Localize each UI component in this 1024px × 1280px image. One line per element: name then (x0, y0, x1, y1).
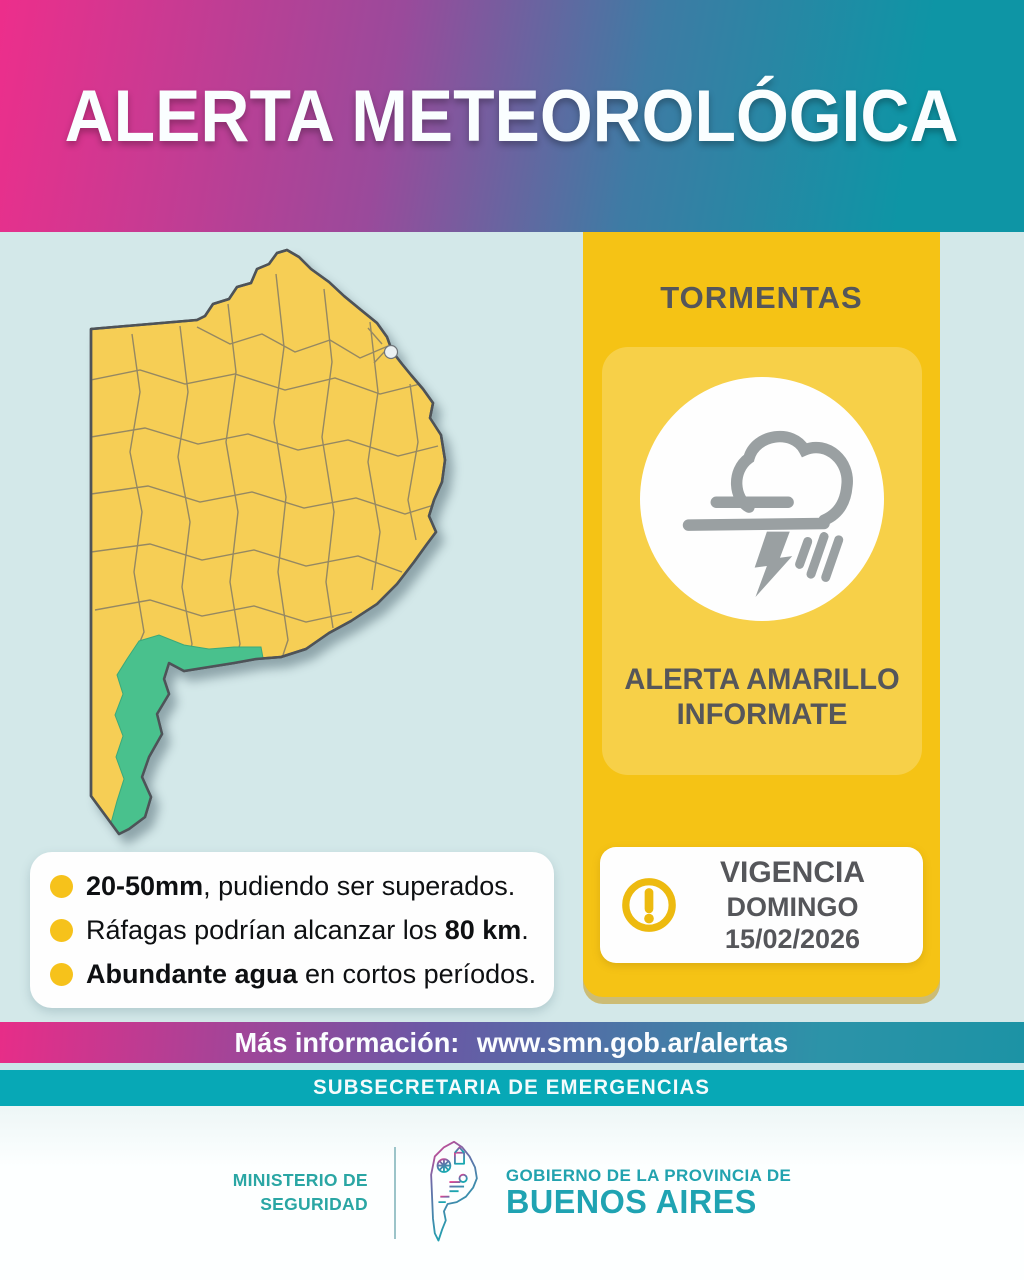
storm-icon (664, 401, 860, 597)
ministerio-label (233, 1169, 368, 1216)
lightning-bolt (755, 532, 793, 597)
vigencia-label: VIGENCIA (719, 855, 866, 889)
more-info-url[interactable]: www.smn.gob.ar/alertas (477, 1026, 789, 1058)
caba-city-marker (385, 346, 398, 359)
alert-level-line1: ALERTA AMARILLO (624, 663, 900, 696)
body-section (0, 232, 1024, 1022)
bullet-dot-icon (50, 963, 73, 986)
vigencia-card (600, 847, 923, 963)
vigencia-text-block (678, 855, 907, 956)
divider-strip (0, 1063, 1024, 1070)
gobierno-line1: GOBIERNO DE LA PROVINCIA DE (505, 1165, 792, 1185)
vertical-divider (394, 1147, 396, 1239)
alert-detail-text: Ráfagas podrían alcanzar los 80 km. (86, 914, 529, 945)
list-item (50, 871, 534, 902)
alert-level-line2: INFORMATE (676, 697, 848, 731)
more-info-bar (0, 1022, 1024, 1063)
alert-inner-card (602, 347, 922, 775)
page-title: ALERTA METEOROLÓGICA (65, 75, 959, 157)
alert-detail-text: 20-50mm, pudiendo ser superados. (86, 870, 516, 901)
list-item (50, 915, 534, 946)
gobierno-line2: BUENOS AIRES (505, 1182, 757, 1220)
alert-detail-text: Abundante agua en cortos períodos. (86, 958, 537, 989)
exclamation-icon (620, 876, 678, 934)
storm-icon-circle (640, 377, 884, 621)
map-no-alert-strip (111, 635, 263, 834)
alert-level-text (607, 663, 917, 732)
header-banner (0, 0, 1024, 232)
list-item (50, 958, 537, 990)
province-doodle-logo-icon (422, 1137, 486, 1249)
ministerio-line1: MINISTERIO DE (232, 1170, 368, 1191)
vigencia-day: DOMINGO (726, 891, 859, 922)
logo-group (233, 1137, 792, 1249)
footer-branding (0, 1106, 1024, 1280)
gobierno-label (506, 1167, 791, 1219)
subsecretaria-bar (0, 1070, 1024, 1106)
alert-panel (583, 232, 940, 997)
alert-type-title: TORMENTAS (660, 280, 863, 315)
bullet-dot-icon (50, 875, 73, 898)
subsecretaria-label: SUBSECRETARIA DE EMERGENCIAS (313, 1076, 711, 1099)
ministerio-line2: SEGURIDAD (260, 1194, 368, 1214)
bullet-dot-icon (50, 919, 73, 942)
alert-details-card (30, 852, 554, 1008)
more-info-label: Más información: (234, 1026, 459, 1058)
vigencia-date: 15/02/2026 (724, 924, 861, 954)
